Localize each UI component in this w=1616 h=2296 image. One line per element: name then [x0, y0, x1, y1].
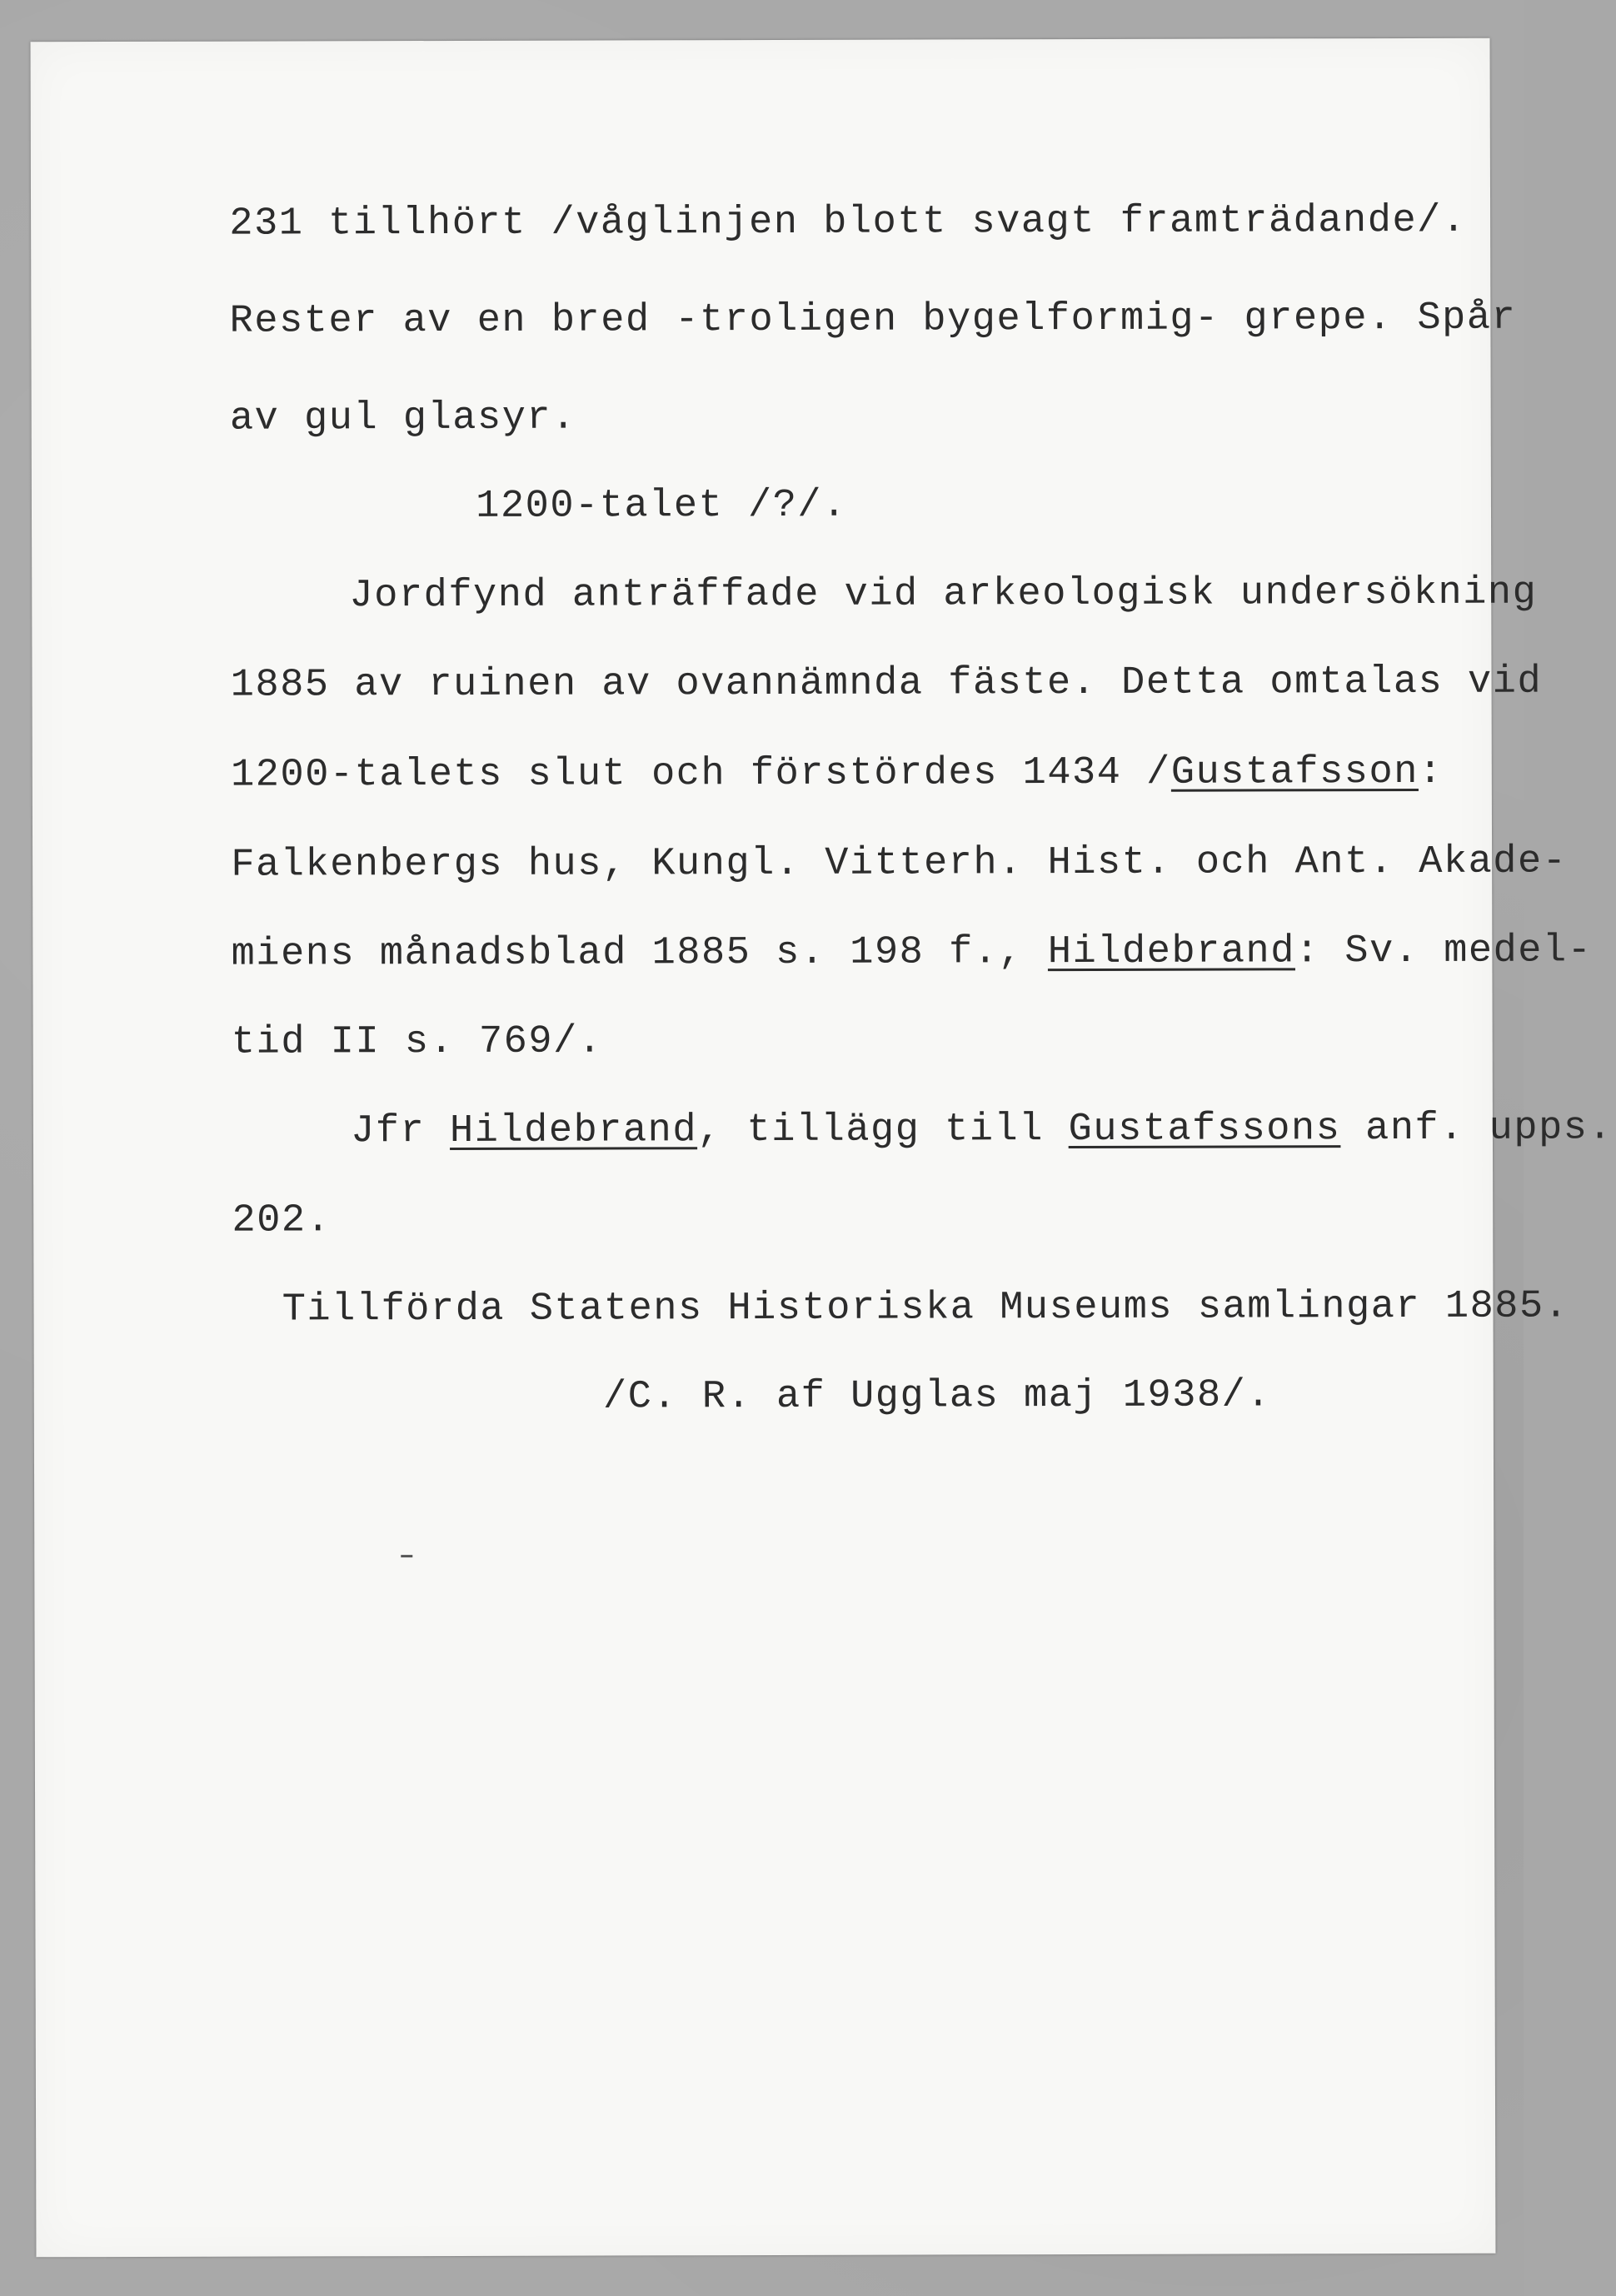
- card-line-1: 231 tillhört /våglinjen blott svagt framträdande/.: [229, 198, 1467, 247]
- reference-hildebrand: Hildebrand: [1047, 929, 1296, 975]
- reference-gustafsson: Gustafsson: [1170, 750, 1419, 795]
- catalog-card: [31, 38, 1614, 2258]
- card-line-4: 1200-talet /?/.: [476, 483, 847, 529]
- card-line-3: av gul glasyr.: [229, 396, 576, 441]
- card-line-11: Jfr Hildebrand, tillägg till Gustafssons anf. upps.: [351, 1106, 1614, 1154]
- card-line-5: Jordfynd anträffade vid arkeologisk undersökning: [349, 570, 1538, 619]
- card-line-6: 1885 av ruinen av ovannämnda fäste. Detta omtalas vid: [230, 660, 1543, 708]
- card-line-2: Rester av en bred -troligen bygelformig- grepe. Spår: [229, 296, 1517, 344]
- card-line-7: 1200-talets slut och förstördes 1434 /Gustafsson:: [230, 750, 1444, 798]
- card-text: [81, 147, 1614, 1420]
- reference-gustafssons: Gustafssons: [1068, 1107, 1341, 1153]
- card-signature-line: /C. R. af Ugglas maj 1938/.: [602, 1373, 1272, 1420]
- card-line-13: Tillförda Statens Historiska Museums samlingar 1885.: [282, 1284, 1569, 1332]
- card-line-12: 202.: [232, 1198, 332, 1243]
- card-line-10: tid II s. 769/.: [231, 1019, 603, 1065]
- card-line-9: miens månadsblad 1885 s. 198 f., Hildebrand: Sv. medel-: [231, 929, 1593, 977]
- reference-hildebrand-2: Hildebrand: [449, 1108, 698, 1153]
- card-line-8: Falkenbergs hus, Kungl. Vitterh. Hist. och Ant. Akade-: [231, 839, 1568, 888]
- stray-mark: [401, 1555, 412, 1557]
